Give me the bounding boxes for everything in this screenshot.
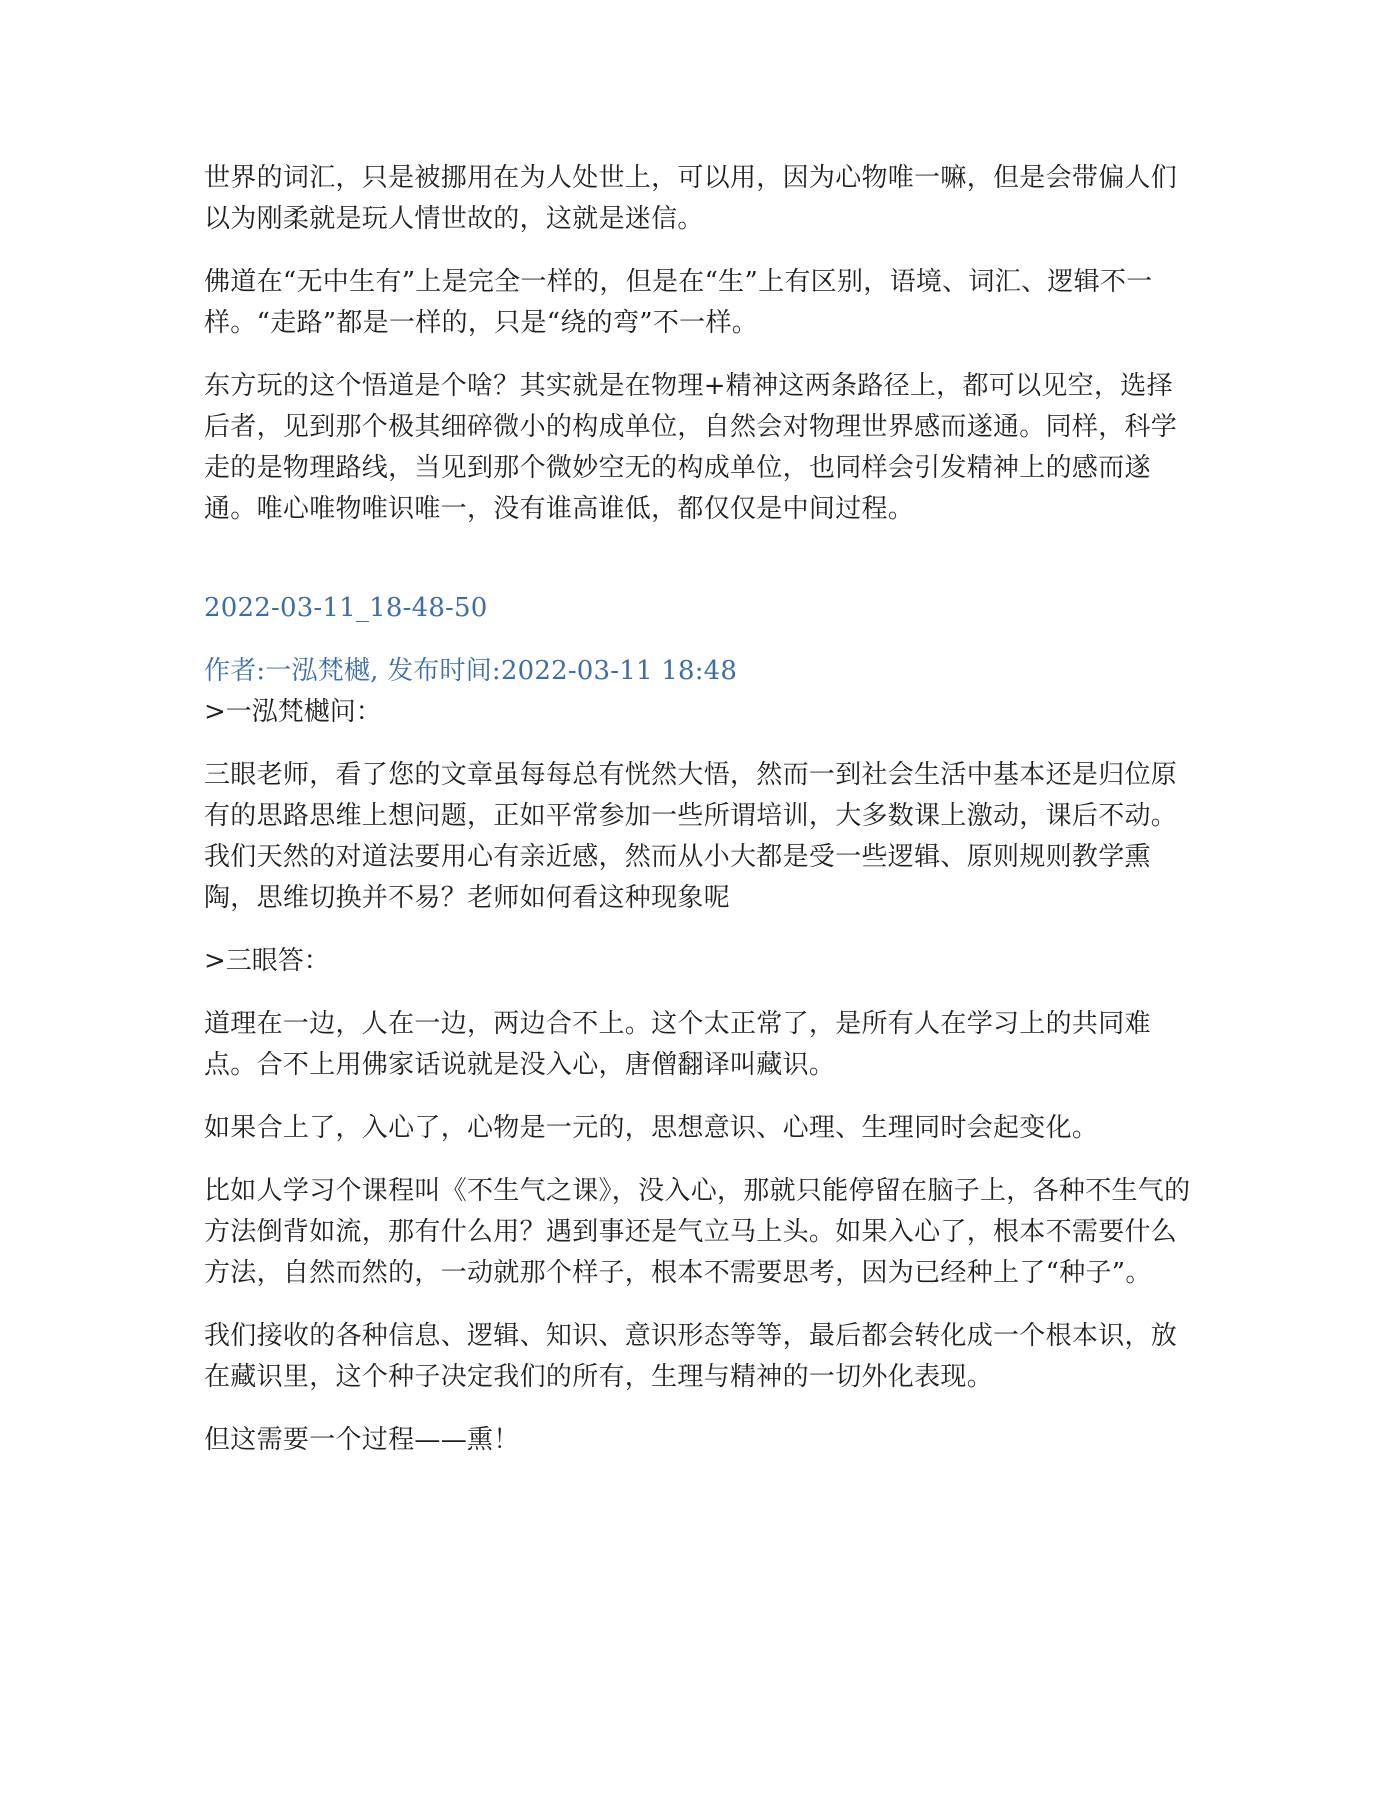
answer-paragraph: 道理在一边，人在一边，两边合不上。这个太正常了，是所有人在学习上的共同难点。合不上用佛家话说就是没入心，唐僧翻译叫藏识。	[204, 1009, 1151, 1080]
question-text: 三眼老师，看了您的文章虽每每总有恍然大悟，然而一到社会生活中基本还是归位原有的思路思维上想问题，正如平常参加一些所谓培训，大多数课上激动，课后不动。我们天然的对道法要用心有亲近感，然而从小大都是受一些逻辑、原则规则教学熏陶，思维切换并不易？老师如何看这种现象呢	[204, 760, 1178, 913]
answer-paragraph: 比如人学习个课程叫《不生气之课》，没入心，那就只能停留在脑子上，各种不生气的方法倒背如流，那有什么用？遇到事还是气立马上头。如果入心了，根本不需要什么方法，自然而然的，一动就那个样子，根本不需要思考，因为已经种上了“种子”。	[204, 1176, 1191, 1288]
answer-paragraph: 我们接收的各种信息、逻辑、知识、意识形态等等，最后都会转化成一个根本识，放在藏识里，这个种子决定我们的所有，生理与精神的一切外化表现。	[204, 1321, 1178, 1392]
entry-meta: 作者:一泓梵樾, 发布时间:2022-03-11 18:48	[204, 656, 738, 686]
question-label: >一泓梵樾问：	[204, 697, 382, 727]
entry-title: 2022-03-11_18-48-50	[204, 593, 488, 623]
answer-paragraph: 如果合上了，入心了，心物是一元的，思想意识、心理、生理同时会起变化。	[204, 1113, 1099, 1143]
answer-paragraph: 但这需要一个过程——熏！	[204, 1425, 520, 1455]
answer-label: >三眼答：	[204, 946, 330, 976]
paragraph: 佛道在“无中生有”上是完全一样的，但是在“生”上有区别，语境、词汇、逻辑不一样。“走路”都是一样的，只是“绕的弯”不一样。	[204, 267, 1153, 338]
section-spacer	[204, 552, 1194, 588]
document-page	[204, 158, 1194, 1483]
paragraph: 东方玩的这个悟道是个啥？其实就是在物理+精神这两条路径上，都可以见空，选择后者，见到那个极其细碎微小的构成单位，自然会对物理世界感而遂通。同样，科学走的是物理路线，当见到那个微妙空无的构成单位，也同样会引发精神上的感而遂通。唯心唯物唯识唯一，没有谁高谁低，都仅仅是中间过程。	[204, 371, 1178, 524]
paragraph: 世界的词汇，只是被挪用在为人处世上，可以用，因为心物唯一嘛，但是会带偏人们以为刚柔就是玩人情世故的，这就是迷信。	[204, 163, 1178, 234]
